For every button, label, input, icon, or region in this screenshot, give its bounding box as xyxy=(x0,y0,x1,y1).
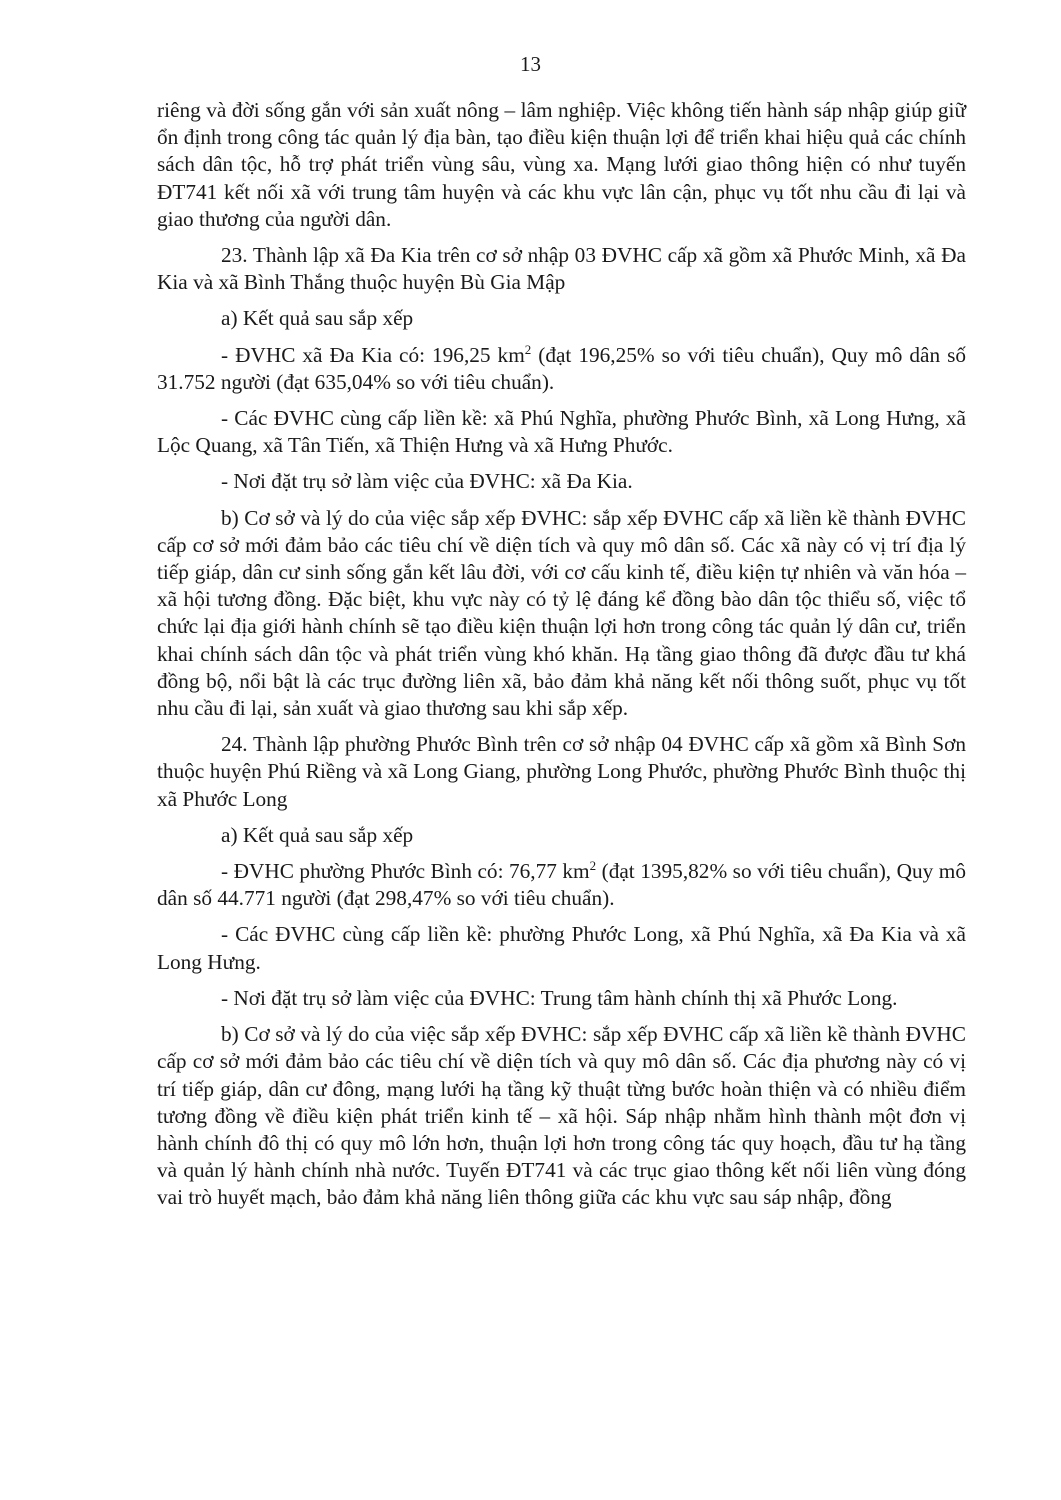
item-23-office-location: - Nơi đặt trụ sở làm việc của ĐVHC: xã Đa Kia. xyxy=(221,469,633,494)
item-24-heading: 24. Thành lập phường Phước Bình trên cơ sở nhập 04 ĐVHC cấp xã gồm xã Bình Sơn thuộc huyện Phú Riềng và xã Long Giang, phường Long Phước, phường Phước Bình thuộc thị xã Phước Long xyxy=(157,732,966,811)
item-23-result-heading: a) Kết quả sau sắp xếp xyxy=(221,306,414,331)
item-23-heading: 23. Thành lập xã Đa Kia trên cơ sở nhập 03 ĐVHC cấp xã gồm xã Phước Minh, xã Đa Kia và xã Bình Thắng thuộc huyện Bù Gia Mập xyxy=(157,243,966,295)
item-23-area-population: - ĐVHC xã Đa Kia có: 196,25 $km^2$ (đạt 196,25% so với tiêu chuẩn), Quy mô dân số 31.752 người (đạt 635,04% so với tiêu chuẩn). xyxy=(157,341,967,394)
item-23-adjacent-units: - Các ĐVHC cùng cấp liền kề: xã Phú Nghĩa, phường Phước Bình, xã Long Hưng, xã Lộc Quang, xã Tân Tiến, xã Thiện Hưng và xã Hưng Phước. xyxy=(157,406,966,458)
item-24-adjacent-units: - Các ĐVHC cùng cấp liền kề: phường Phước Long, xã Phú Nghĩa, xã Đa Kia và xã Long Hưng. xyxy=(157,922,966,974)
item-24-rationale: b) Cơ sở và lý do của việc sắp xếp ĐVHC: sắp xếp ĐVHC cấp xã liền kề thành ĐVHC cấp cơ sở mới đảm bảo các tiêu chí về diện tích và quy mô dân số. Các địa phương này có vị trí tiếp giáp, dân cư đông, mạng lưới hạ tầng kỹ thuật từng bước hoàn thiện và có nhiều điểm tương đồng về điều kiện phát triển kinh tế – xã hội. Sáp nhập nhằm hình thành một đơn vị hành chính đô thị có quy mô lớn hơn, thuận lợi hơn trong công tác quy hoạch, đầu tư hạ tầng và quản lý hành chính nhà nước. Tuyến ĐT741 và các trục giao thông kết nối liên vùng đóng vai trò huyết mạch, bảo đảm khả năng liên thông giữa các khu vực sau sáp nhập, đồng xyxy=(157,1022,966,1210)
body-text xyxy=(157,97,966,1212)
page-number: 13 xyxy=(520,52,541,76)
item-23-rationale: b) Cơ sở và lý do của việc sắp xếp ĐVHC: sắp xếp ĐVHC cấp xã liền kề thành ĐVHC cấp cơ sở mới đảm bảo các tiêu chí về diện tích và quy mô dân số. Các xã này có vị trí địa lý tiếp giáp, dân cư sinh sống gắn kết lâu đời, với cơ cấu kinh tế, điều kiện tự nhiên và văn hóa – xã hội tương đồng. Đặc biệt, khu vực này có tỷ lệ đáng kể đồng bào dân tộc thiểu số, việc tổ chức lại địa giới hành chính sẽ tạo điều kiện thuận lợi hơn trong công tác quản lý dân cư, triển khai chính sách dân tộc và phát triển vùng khó khăn. Hạ tầng giao thông đã được đầu tư khá đồng bộ, nổi bật là các trục đường liên xã, bảo đảm khả năng kết nối thông suốt, phục vụ tốt nhu cầu đi lại, sản xuất và giao thương sau khi sắp xếp. xyxy=(157,505,966,721)
item-24-office-location: - Nơi đặt trụ sở làm việc của ĐVHC: Trung tâm hành chính thị xã Phước Long. xyxy=(221,985,898,1010)
item-24-area-population: - ĐVHC phường Phước Bình có: 76,77 $km^2$ (đạt 1395,82% so với tiêu chuẩn), Quy mô dân số 44.771 người (đạt 298,47% so với tiêu chuẩn). xyxy=(157,858,966,911)
item-24-result-heading: a) Kết quả sau sắp xếp xyxy=(221,822,414,847)
paragraph-continuation: riêng và đời sống gắn với sản xuất nông – lâm nghiệp. Việc không tiến hành sáp nhập giúp giữ ổn định trong công tác quản lý địa bàn, tạo điều kiện thuận lợi để triển khai hiệu quả các chính sách dân tộc, hỗ trợ phát triển vùng sâu, vùng xa. Mạng lưới giao thông hiện có như tuyến ĐT741 kết nối xã với trung tâm huyện và các khu vực lân cận, phục vụ tốt nhu cầu đi lại và giao thương của người dân. xyxy=(157,98,966,231)
